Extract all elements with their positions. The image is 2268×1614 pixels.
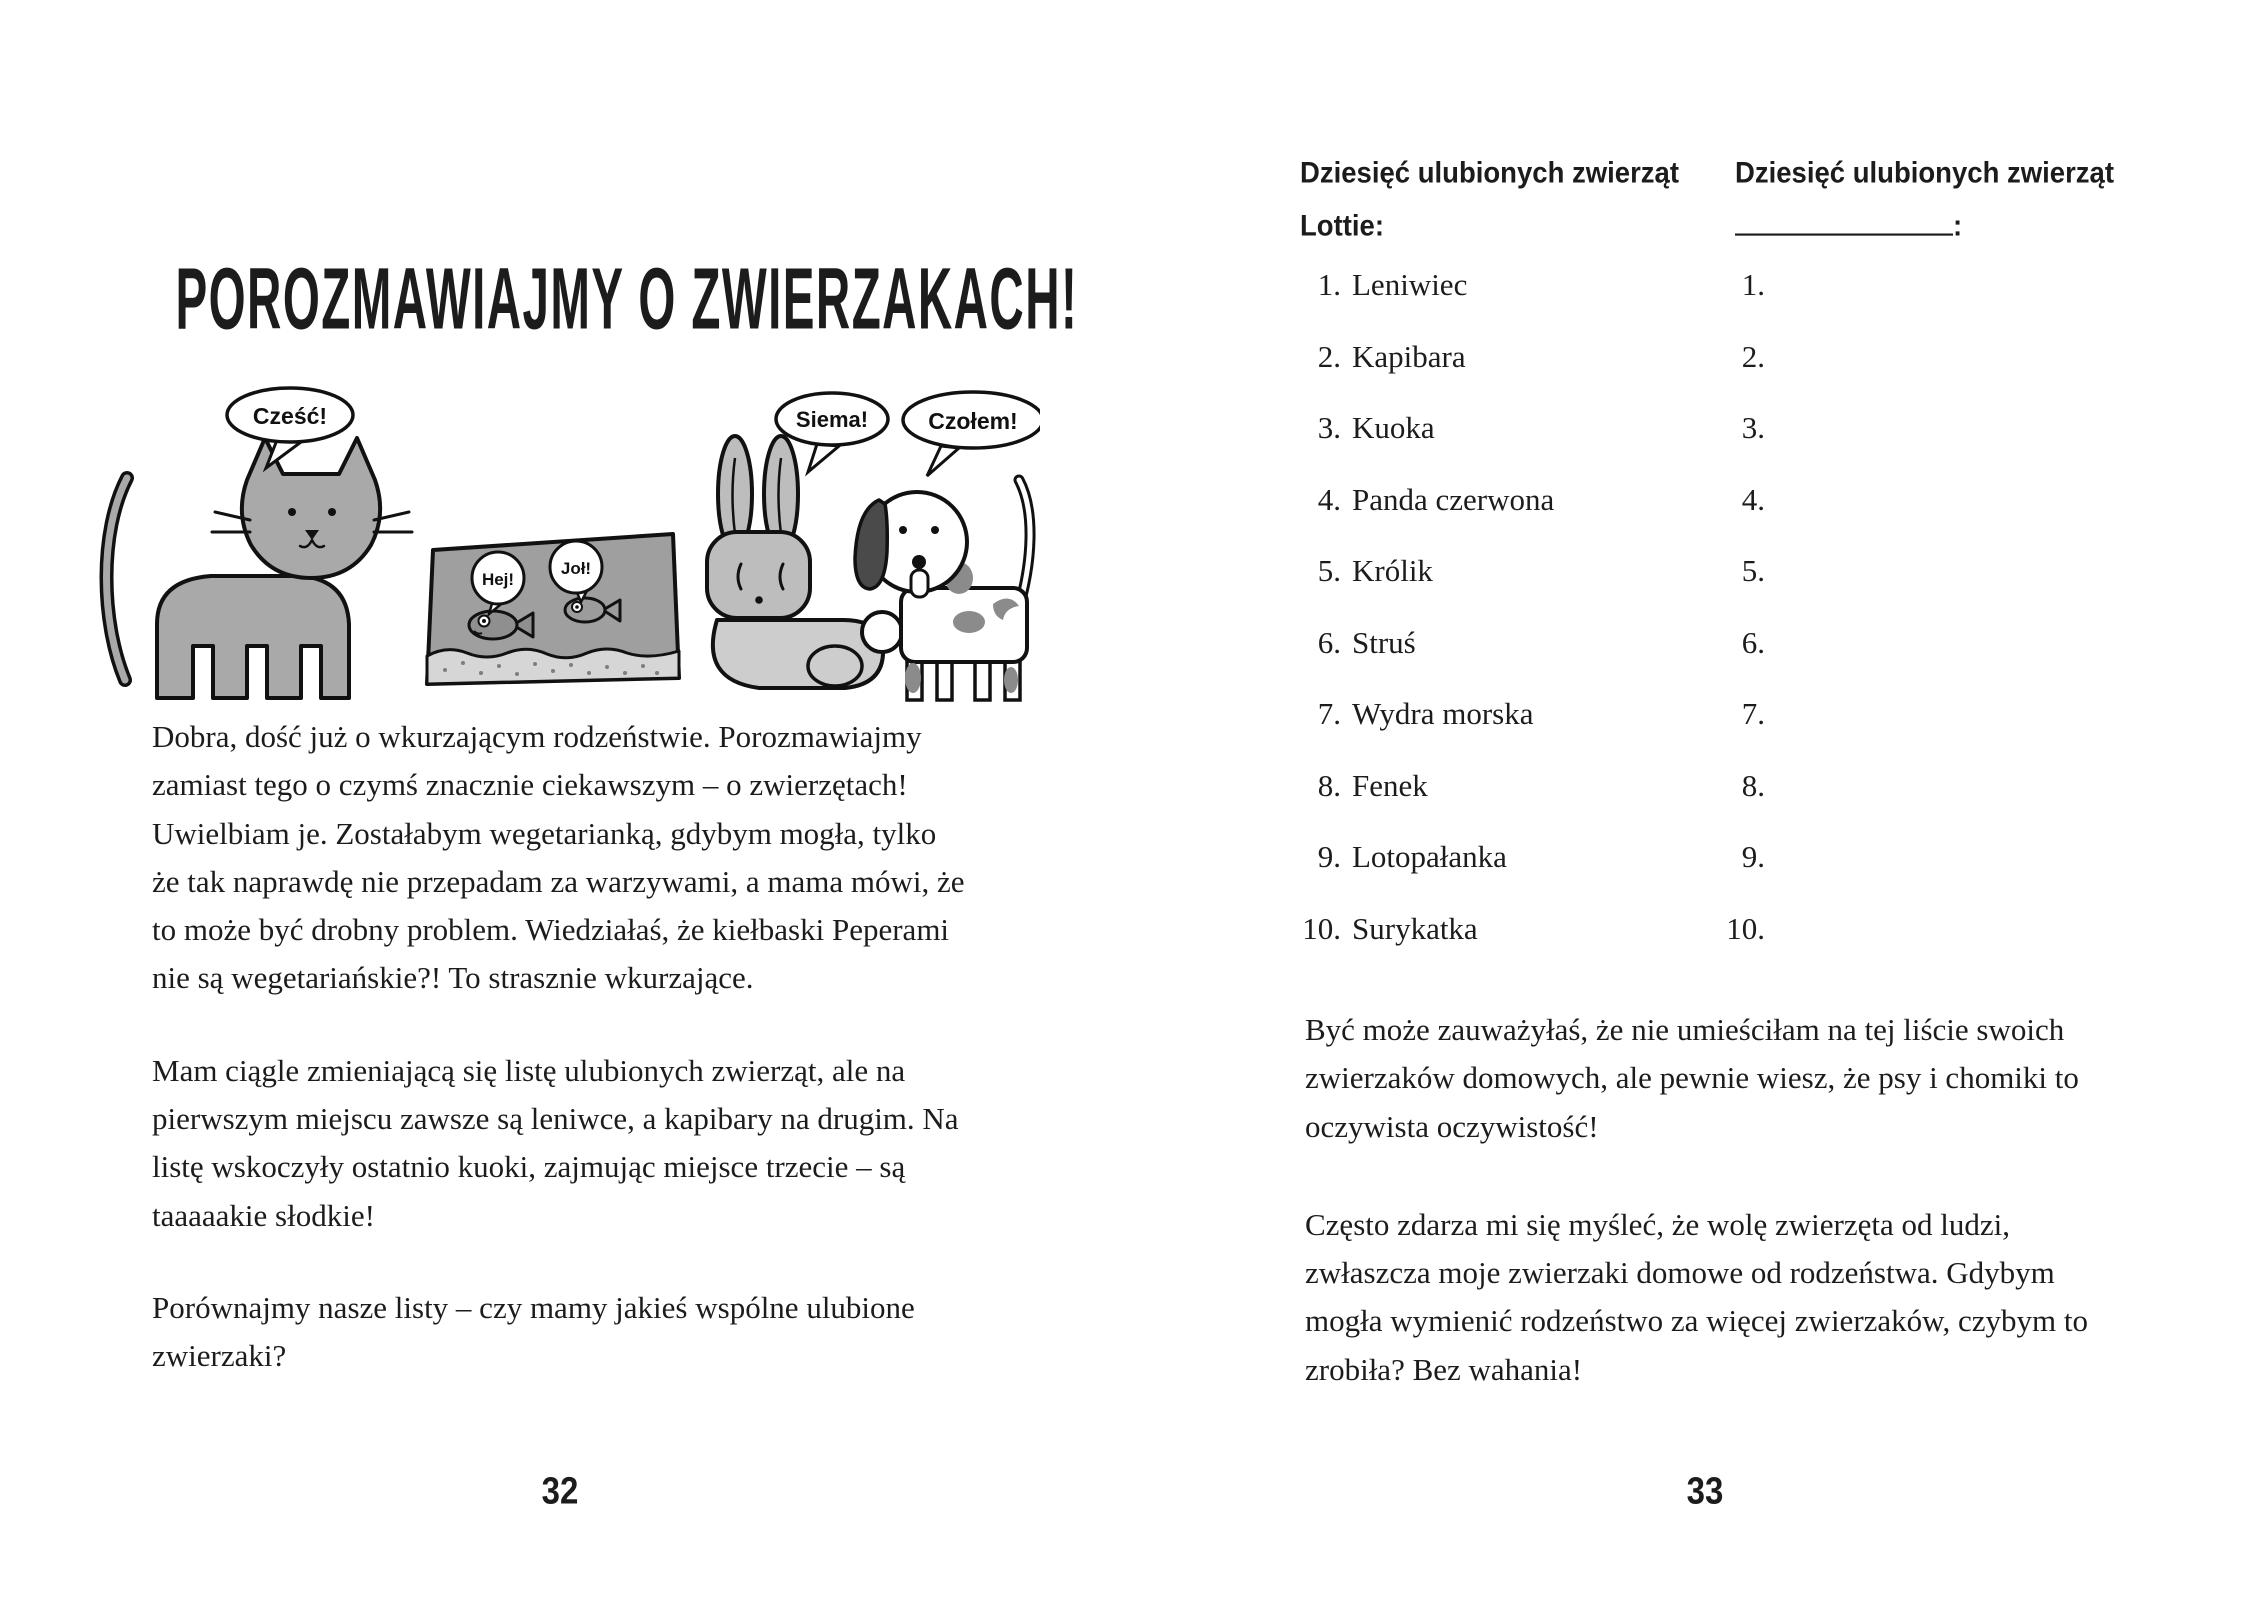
- cat-speech-bubble: [227, 388, 353, 468]
- fish-tank-figure: [427, 534, 679, 684]
- paragraph: Mam ciągle zmieniającą się listę ulubionych zwierząt, ale na pierwszym miejscu zawsze są leniwce, a kapibary na drugim. Na listę wskoczyły ostatnio kuoki, zajmując miejsce trzecie – są taaaaakie słodkie!: [152, 1052, 959, 1233]
- lottie-list-heading-line2: Lottie:: [1300, 208, 1385, 243]
- list-item: [1283, 340, 1743, 373]
- list-item-number: 5.: [1317, 553, 1341, 588]
- list-item: [1283, 626, 1743, 659]
- animals-illustration-svg: [95, 382, 1040, 704]
- dog-greeting-text: Czołem!: [928, 408, 1018, 434]
- list-item-number: 5.: [1741, 553, 1765, 588]
- list-item-number: 6.: [1741, 624, 1765, 660]
- list-item-label: Panda czerwona: [1352, 481, 1555, 517]
- list-item: [1283, 268, 1743, 301]
- lottie-list-heading: [1300, 146, 1679, 252]
- list-item-label: Kuoka: [1352, 410, 1435, 445]
- list-item-label: Kapibara: [1352, 338, 1466, 374]
- list-item-number: 7.: [1317, 696, 1341, 731]
- blank-colon: :: [1953, 208, 1963, 243]
- list-item-number: 9.: [1317, 839, 1341, 874]
- paragraph: Często zdarza mi się myśleć, że wolę zwierzęta od ludzi, zwłaszcza moje zwierzaki domowe od rodzeństwa. Gdybym mogła wymienić rodzeństwo za więcej zwierzaków, czybym to zrobiła? Bez wahania!: [1305, 1206, 2089, 1387]
- list-item-number: 8.: [1317, 767, 1341, 803]
- paragraph: Być może zauważyłaś, że nie umieściłam na tej liście swoich zwierzaków domowych, ale pewnie wiesz, że psy i chomiki to oczywista oczywistość!: [1305, 1012, 2079, 1144]
- list-item-number: 1.: [1741, 267, 1765, 302]
- list-item-label: Królik: [1352, 553, 1433, 588]
- list-item-label: Fenek: [1352, 767, 1428, 803]
- blank-favourites-list: [1700, 268, 1770, 983]
- list-item-number: 1.: [1317, 267, 1341, 302]
- rabbit-greeting-text: Siema!: [795, 407, 869, 432]
- list-item-number: 6.: [1317, 624, 1341, 660]
- name-blank-line: [1735, 232, 1953, 235]
- paragraph: Porównajmy nasze listy – czy mamy jakieś wspólne ulubione zwierzaki?: [152, 1289, 915, 1374]
- left-page-body: [152, 713, 967, 1425]
- list-item-number: 9.: [1741, 839, 1765, 874]
- list-item-number: 8.: [1741, 767, 1765, 803]
- chapter-title-wrap: [0, 248, 1134, 347]
- list-item: [1283, 769, 1743, 802]
- dog-speech-bubble: [903, 392, 1040, 476]
- cat-figure: [107, 438, 413, 698]
- blank-list-heading: [1735, 146, 2114, 252]
- blank-list-heading-line1: Dziesięć ulubionych zwierząt: [1735, 155, 2114, 190]
- page-number-right: 33: [1686, 1469, 1724, 1512]
- list-item-label: Surykatka: [1352, 910, 1478, 946]
- list-item-number: 3.: [1741, 410, 1765, 445]
- chapter-title: POROZMAWIAJMY O ZWIERZAKACH!: [175, 249, 1079, 347]
- list-item-number: 2.: [1317, 338, 1341, 374]
- list-item: [1283, 697, 1743, 730]
- list-item-number: 4.: [1317, 481, 1341, 517]
- list-item-number: 7.: [1741, 696, 1765, 731]
- list-item-label: Leniwiec: [1352, 267, 1468, 302]
- list-item-number: 3.: [1317, 410, 1341, 445]
- paragraph: Dobra, dość już o wkurzającym rodzeństwie. Porozmawiajmy zamiast tego o czymś znacznie ciekawszym – o zwierzętach! Uwielbiam je. Zostałabym wegetarianką, gdybym mogła, tylko że tak naprawdę nie przepadam za warzywami, a mama mówi, że to może być drobny problem. Wiedziałaś, że kiełbaski Peperami nie są wegetariańskie?! To strasznie wkurzające.: [152, 719, 965, 996]
- list-item-label: Wydra morska: [1352, 696, 1534, 731]
- list-item-number: 10.: [1302, 910, 1341, 946]
- list-item-number: 10.: [1726, 910, 1765, 946]
- fish-left-greeting-text: Hej!: [481, 570, 515, 589]
- lottie-list-heading-line1: Dziesięć ulubionych zwierząt: [1300, 155, 1679, 190]
- list-item-label: Lotopałanka: [1352, 839, 1507, 874]
- page-number-left: 32: [541, 1469, 579, 1512]
- fish-right-greeting-text: Joł!: [560, 559, 592, 578]
- list-item: [1283, 840, 1743, 873]
- right-page-body: [1305, 1006, 2105, 1444]
- list-item: [1283, 483, 1743, 516]
- cat-greeting-text: Cześć!: [252, 403, 328, 429]
- list-item-number: 4.: [1741, 481, 1765, 517]
- list-item: [1283, 411, 1743, 444]
- list-item: [1283, 912, 1743, 945]
- list-item: [1283, 554, 1743, 587]
- list-item-number: 2.: [1741, 338, 1765, 374]
- list-item-label: Struś: [1352, 624, 1416, 660]
- lottie-favourites-list: [1283, 268, 1743, 983]
- animals-illustration: [95, 382, 1040, 704]
- blank-list-heading-line2: [1735, 199, 2114, 252]
